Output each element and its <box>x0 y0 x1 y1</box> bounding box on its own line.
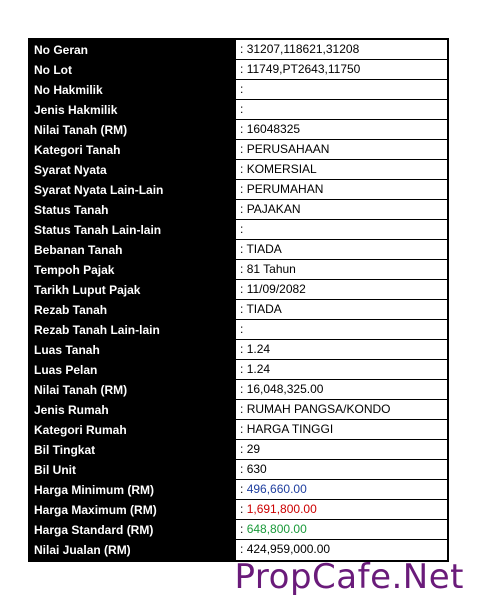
row-value: : HARGA TINGGI <box>235 420 447 439</box>
row-label: Rezab Tanah Lain-lain <box>30 320 235 339</box>
row-value: : <box>235 80 447 99</box>
row-label: Tempoh Pajak <box>30 260 235 279</box>
row-value: : 630 <box>235 460 447 479</box>
table-row <box>30 340 447 360</box>
row-label: Rezab Tanah <box>30 300 235 319</box>
harga-maximum-value: 1,691,800.00 <box>246 502 317 516</box>
row-label: Kategori Rumah <box>30 420 235 439</box>
harga-minimum-value: 496,660.00 <box>246 482 307 496</box>
row-value: : 31207,118621,31208 <box>235 40 447 59</box>
value-text: 1.24 <box>246 362 271 376</box>
table-row <box>30 520 447 540</box>
table-row <box>30 460 447 480</box>
row-value: : PAJAKAN <box>235 200 447 219</box>
value-text: 31207,118621,31208 <box>246 42 360 56</box>
table-row <box>30 220 447 240</box>
row-label: Nilai Tanah (RM) <box>30 120 235 139</box>
table-row <box>30 360 447 380</box>
row-value: : <box>235 100 447 119</box>
table-row <box>30 40 447 60</box>
table-row <box>30 440 447 460</box>
harga-standard-value: 648,800.00 <box>246 522 307 536</box>
table-row <box>30 420 447 440</box>
value-text: RUMAH PANGSA/KONDO <box>246 402 391 416</box>
table-row <box>30 240 447 260</box>
table-row <box>30 320 447 340</box>
row-label: Nilai Jualan (RM) <box>30 540 235 560</box>
value-text: PERUSAHAAN <box>246 142 330 156</box>
table-row <box>30 60 447 80</box>
row-label: Kategori Tanah <box>30 140 235 159</box>
value-text: 16,048,325.00 <box>246 382 324 396</box>
row-value: : TIADA <box>235 240 447 259</box>
row-value: : PERUMAHAN <box>235 180 447 199</box>
table-row <box>30 120 447 140</box>
table-row <box>30 480 447 500</box>
row-value: : 11749,PT2643,11750 <box>235 60 447 79</box>
table-row <box>30 260 447 280</box>
row-label: Bil Unit <box>30 460 235 479</box>
value-text: TIADA <box>246 242 282 256</box>
table-row <box>30 280 447 300</box>
row-label: Syarat Nyata Lain-Lain <box>30 180 235 199</box>
value-text: HARGA TINGGI <box>246 422 334 436</box>
table-row <box>30 80 447 100</box>
row-value: : 424,959,000.00 <box>235 540 447 560</box>
row-label: Luas Tanah <box>30 340 235 359</box>
value-text: TIADA <box>246 302 282 316</box>
row-label: No Lot <box>30 60 235 79</box>
row-value: : 496,660.00 <box>235 480 447 499</box>
value-text: 16048325 <box>246 122 301 136</box>
row-label: Nilai Tanah (RM) <box>30 380 235 399</box>
row-label: Syarat Nyata <box>30 160 235 179</box>
row-label: Harga Maximum (RM) <box>30 500 235 519</box>
value-text: PERUMAHAN <box>246 182 324 196</box>
row-value: : PERUSAHAAN <box>235 140 447 159</box>
row-value: : RUMAH PANGSA/KONDO <box>235 400 447 419</box>
value-text: PAJAKAN <box>246 202 301 216</box>
row-value: : <box>235 320 447 339</box>
table-row <box>30 180 447 200</box>
value-text: 630 <box>246 462 267 476</box>
table-row <box>30 500 447 520</box>
row-value: : 11/09/2082 <box>235 280 447 299</box>
table-row <box>30 200 447 220</box>
row-label: Jenis Hakmilik <box>30 100 235 119</box>
table-row <box>30 300 447 320</box>
row-label: No Hakmilik <box>30 80 235 99</box>
row-value: : 16048325 <box>235 120 447 139</box>
value-text: 424,959,000.00 <box>246 542 331 556</box>
value-text: 1.24 <box>246 342 271 356</box>
row-label: Luas Pelan <box>30 360 235 379</box>
row-value: : KOMERSIAL <box>235 160 447 179</box>
table-row <box>30 140 447 160</box>
table-row <box>30 380 447 400</box>
value-text: 81 Tahun <box>246 262 296 276</box>
table-row <box>30 160 447 180</box>
row-label: Harga Standard (RM) <box>30 520 235 539</box>
value-text: 11/09/2082 <box>246 282 306 296</box>
row-label: Bil Tingkat <box>30 440 235 459</box>
row-value: : 16,048,325.00 <box>235 380 447 399</box>
table-row <box>30 100 447 120</box>
row-label: Jenis Rumah <box>30 400 235 419</box>
row-value: : 29 <box>235 440 447 459</box>
row-value: : <box>235 220 447 239</box>
row-label: Harga Minimum (RM) <box>30 480 235 499</box>
row-value: : TIADA <box>235 300 447 319</box>
brand-watermark: PropCafe.Net <box>234 557 464 597</box>
row-value: : 648,800.00 <box>235 520 447 539</box>
row-label: Status Tanah <box>30 200 235 219</box>
value-text: KOMERSIAL <box>246 162 317 176</box>
table-row <box>30 400 447 420</box>
row-label: Status Tanah Lain-lain <box>30 220 235 239</box>
row-value: : 1.24 <box>235 340 447 359</box>
row-value: : 1,691,800.00 <box>235 500 447 519</box>
value-text: 11749,PT2643,11750 <box>246 62 361 76</box>
row-value: : 1.24 <box>235 360 447 379</box>
row-value: : 81 Tahun <box>235 260 447 279</box>
value-text: 29 <box>246 442 261 456</box>
property-info-table <box>28 38 449 562</box>
row-label: Tarikh Luput Pajak <box>30 280 235 299</box>
row-label: No Geran <box>30 40 235 59</box>
row-label: Bebanan Tanah <box>30 240 235 259</box>
